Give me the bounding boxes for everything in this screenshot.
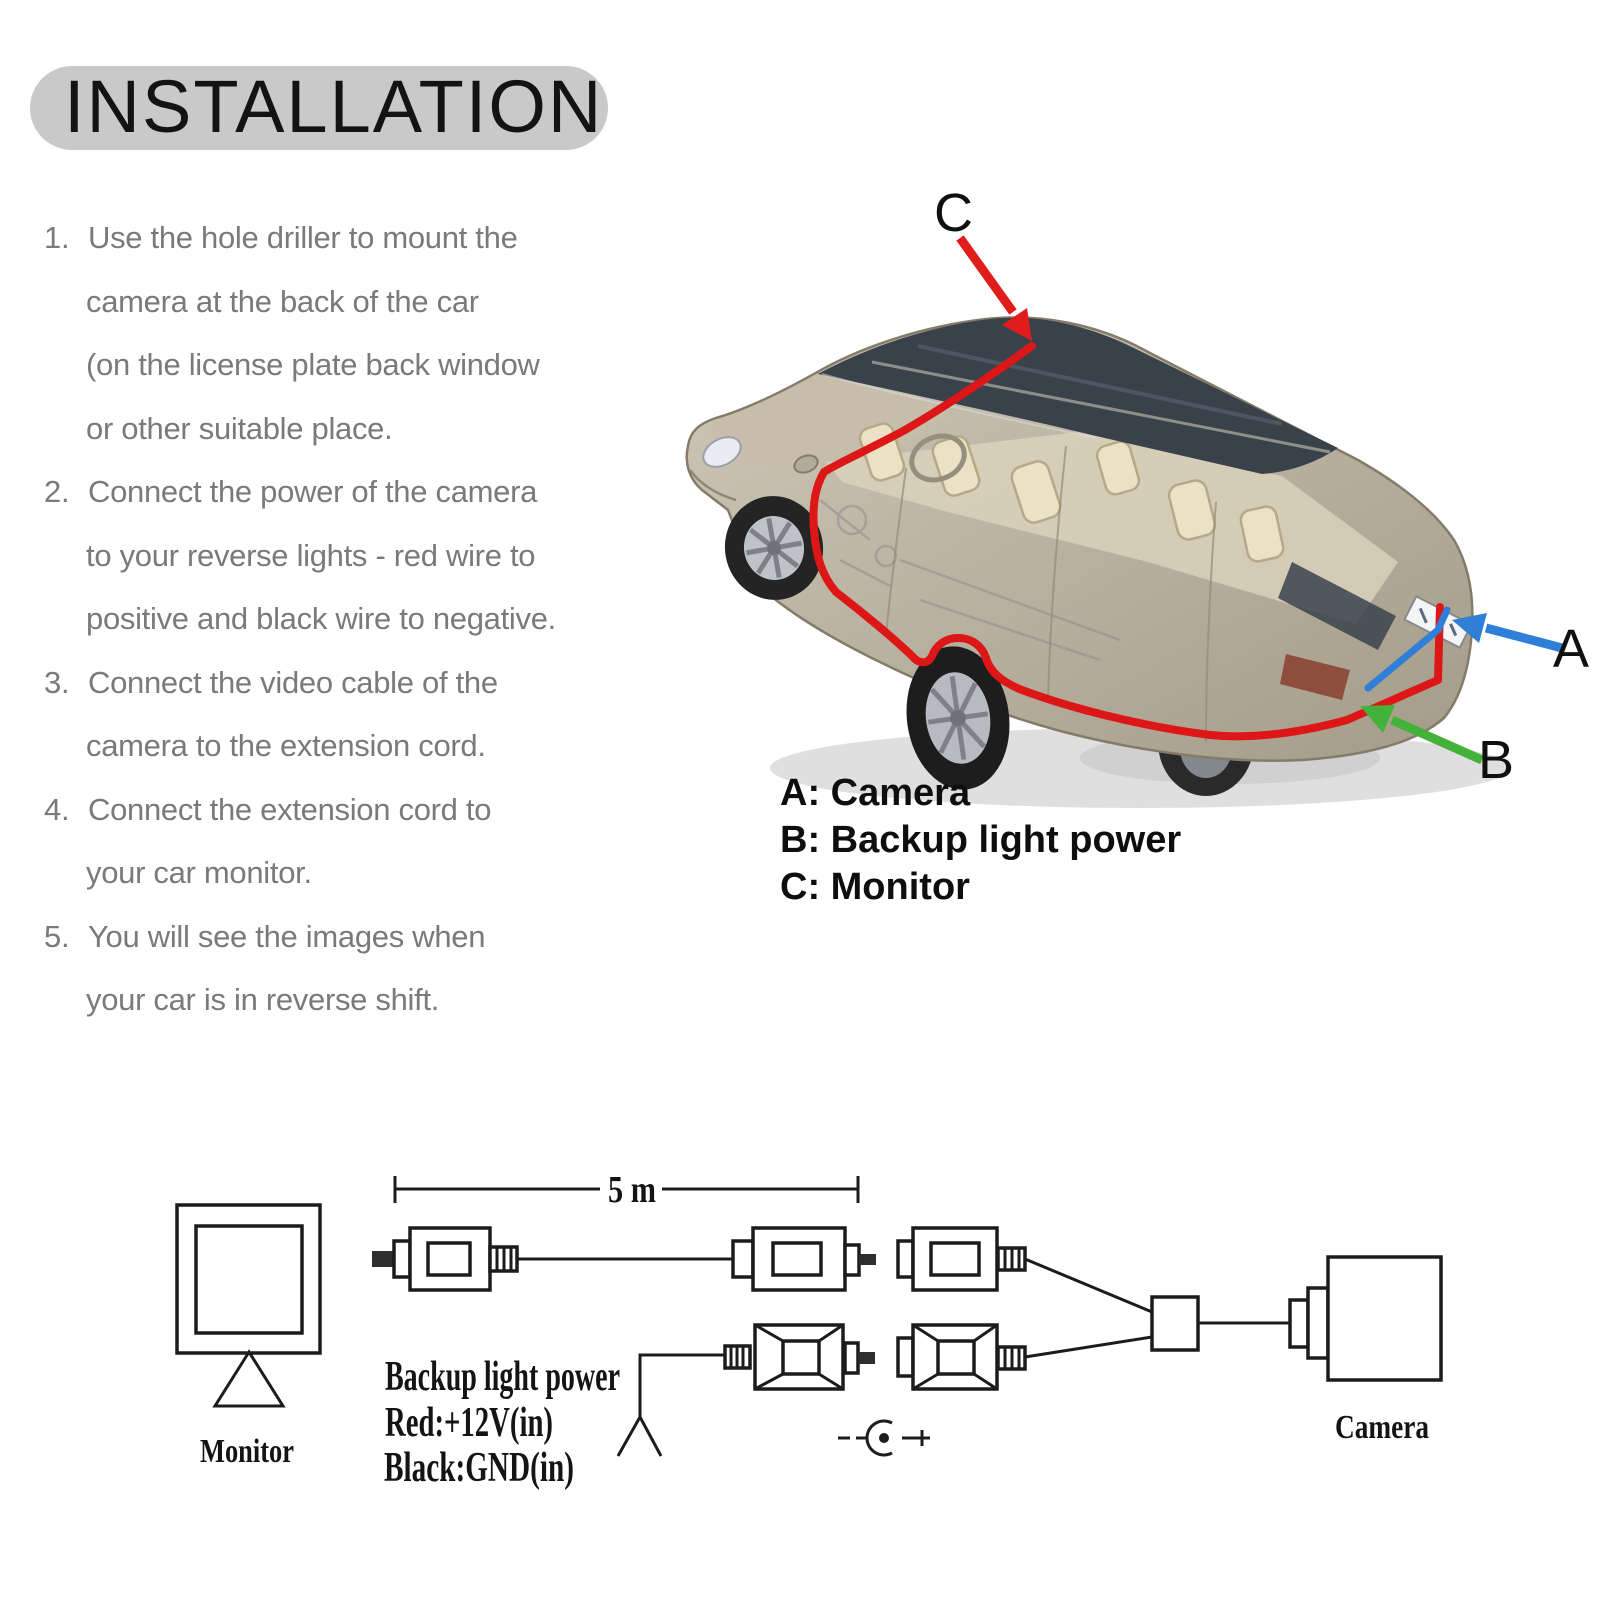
step-line xyxy=(44,651,684,715)
step-line: or other suitable place. xyxy=(86,410,393,446)
cable-length-label: 5 m xyxy=(608,1169,656,1211)
power-wire-to-junction xyxy=(1025,1337,1152,1357)
step-line: to your reverse lights - red wire to xyxy=(86,537,536,573)
legend-item-c: C: Monitor xyxy=(780,866,970,908)
car-cutaway-figure xyxy=(640,180,1600,820)
cable-junction xyxy=(1152,1297,1198,1350)
step-line: your car is in reverse shift. xyxy=(86,982,440,1017)
video-wire-to-junction xyxy=(1025,1259,1152,1312)
monitor-label: Monitor xyxy=(200,1433,294,1470)
page-title: INSTALLATION xyxy=(64,65,604,148)
step-line: (on the license plate back window xyxy=(86,347,540,382)
legend-item-b: B: Backup light power xyxy=(780,819,1182,861)
step-number: 2. xyxy=(44,474,70,509)
step-line xyxy=(44,460,684,524)
camera-label: Camera xyxy=(1335,1409,1429,1446)
step-number: 4. xyxy=(44,791,70,827)
step-line: camera at the back of the car xyxy=(86,283,479,319)
rca-plug-male-top xyxy=(733,1228,876,1290)
installation-steps xyxy=(44,206,684,1032)
step-text: You will see the images when xyxy=(88,918,486,954)
callout-legend xyxy=(780,770,1181,911)
step-text: Connect the power of the camera xyxy=(88,474,538,509)
cable-length-dimension xyxy=(395,1169,858,1211)
power-label xyxy=(384,1354,620,1491)
step-line: positive and black wire to negative. xyxy=(86,601,556,636)
step-text: Connect the extension cord to xyxy=(88,791,492,827)
rca-jack-female-top xyxy=(898,1228,1025,1290)
power-label-line: Black:GND(in) xyxy=(384,1445,574,1491)
rca-jack-female-bottom xyxy=(898,1325,1025,1389)
camera-icon xyxy=(1290,1257,1441,1380)
step-line xyxy=(44,778,684,842)
wiring-diagram xyxy=(150,1140,1560,1510)
step-number: 3. xyxy=(44,664,70,700)
power-wire-fork xyxy=(618,1417,661,1456)
legend-item-a: A: Camera xyxy=(780,772,971,814)
power-label-line: Backup light power xyxy=(385,1354,620,1400)
power-label-line: Red:+12V(in) xyxy=(385,1400,553,1446)
step-number: 1. xyxy=(44,220,70,255)
callout-letter-c: C xyxy=(934,183,973,243)
dc-polarity-icon xyxy=(838,1421,930,1455)
step-line xyxy=(44,905,684,969)
callout-letter-b: B xyxy=(1478,730,1515,790)
callout-letter-a: A xyxy=(1553,619,1590,679)
step-line: camera to the extension cord. xyxy=(86,728,486,763)
step-line xyxy=(44,206,684,270)
step-text: Use the hole driller to mount the xyxy=(88,220,518,255)
monitor-icon xyxy=(177,1205,320,1406)
step-line: your car monitor. xyxy=(86,855,312,890)
step-number: 5. xyxy=(44,918,70,954)
rca-connector-monitor-end xyxy=(372,1228,517,1290)
step-text: Connect the video cable of the xyxy=(88,664,498,700)
rca-plug-male-bottom xyxy=(725,1325,875,1389)
power-wire xyxy=(640,1355,725,1417)
